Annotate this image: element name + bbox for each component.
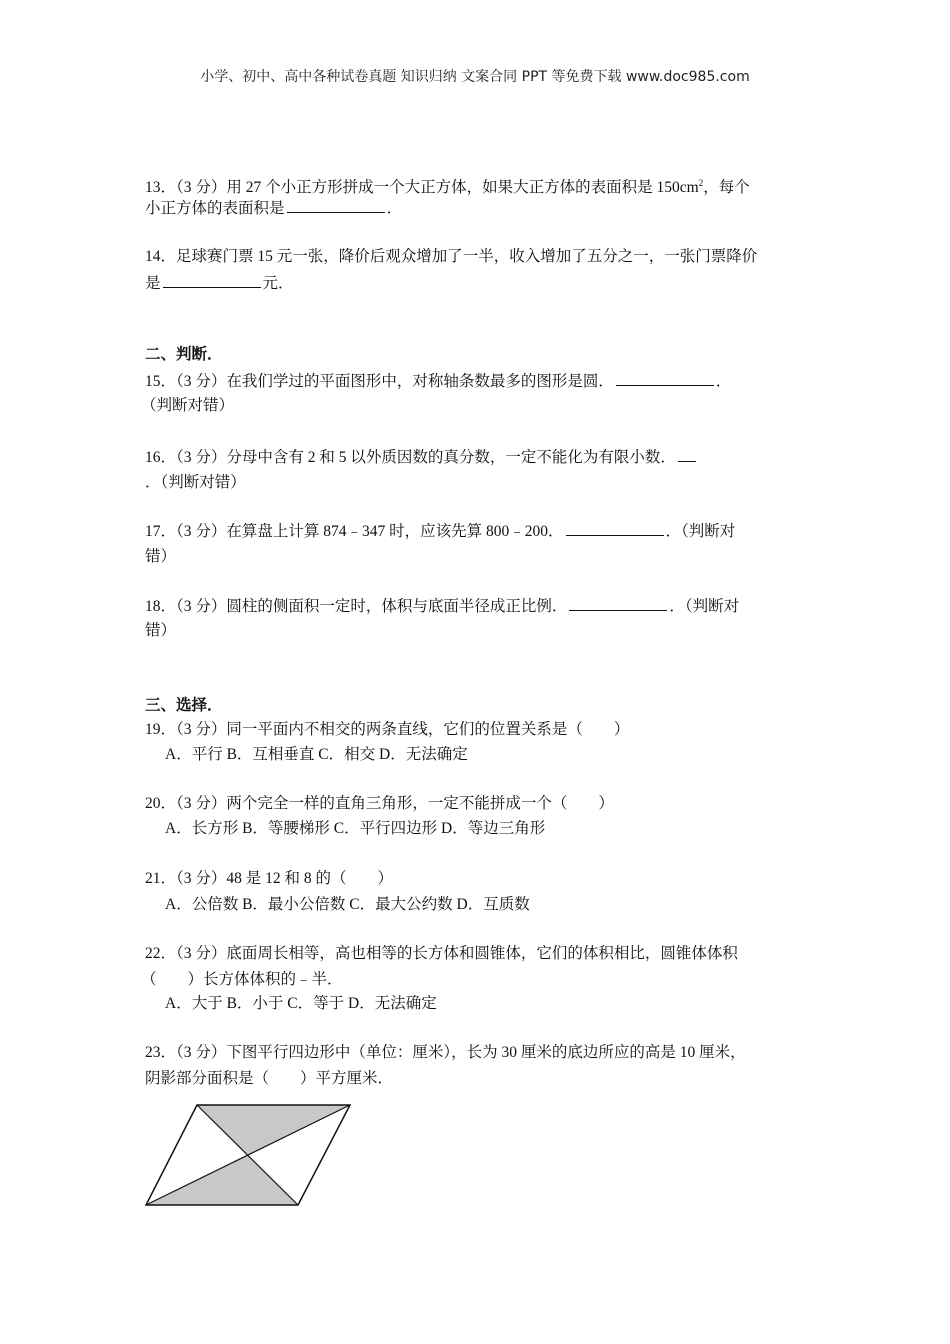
q18-text-end: ．（判断对 bbox=[669, 598, 740, 615]
q15-text: 15．（3 分）在我们学过的平面图形中，对称轴条数最多的图形是圆． bbox=[145, 373, 614, 390]
question-13-line2 bbox=[145, 198, 402, 219]
question-18-line2: 错） bbox=[145, 622, 177, 639]
question-13-line1 bbox=[145, 173, 750, 198]
q18-text: 18．（3 分）圆柱的侧面积一定时，体积与底面半径成正比例． bbox=[145, 598, 568, 615]
q15-period: ． bbox=[715, 373, 732, 390]
q14-text2: 是 bbox=[145, 275, 161, 292]
q14-unit: 元． bbox=[262, 275, 294, 292]
answer-blank[interactable] bbox=[616, 371, 714, 386]
q13-text: 13．（3 分）用 27 个小正方形拼成一个大正方体，如果大正方体的表面积是 150cm bbox=[145, 179, 699, 197]
q13-text-end: ，每个 bbox=[703, 179, 750, 197]
q17-text-end: ．（判断对 bbox=[665, 523, 736, 540]
question-22-options: A．大于 B．小于 C．等于 D．无法确定 bbox=[165, 995, 437, 1012]
question-17-line1 bbox=[145, 521, 735, 542]
q13-text2: 小正方体的表面积是 bbox=[145, 200, 285, 217]
answer-blank[interactable] bbox=[569, 596, 667, 611]
shaded-bottom-triangle bbox=[146, 1155, 298, 1205]
q13-period: ． bbox=[386, 200, 403, 217]
question-15-line1 bbox=[145, 371, 731, 392]
question-14-line2 bbox=[145, 273, 294, 294]
question-17-line2: 错） bbox=[145, 548, 177, 565]
question-15-line2: （判断对错） bbox=[141, 397, 235, 414]
question-19-options: A．平行 B．互相垂直 C．相交 D．无法确定 bbox=[165, 746, 468, 763]
parallelogram-figure bbox=[140, 1098, 360, 1213]
question-16-line1 bbox=[145, 447, 698, 468]
answer-blank[interactable] bbox=[566, 521, 664, 536]
question-18-line1 bbox=[145, 596, 739, 617]
question-14-line1: 14．足球赛门票 15 元一张，降价后观众增加了一半，收入增加了五分之一，一张门票降价 bbox=[145, 248, 758, 265]
page-header: 小学、初中、高中各种试卷真题 知识归纳 文案合同 PPT 等免费下载 www.doc985.com bbox=[200, 69, 750, 85]
answer-blank[interactable] bbox=[163, 273, 261, 288]
answer-blank[interactable] bbox=[678, 447, 696, 462]
question-19: 19．（3 分）同一平面内不相交的两条直线，它们的位置关系是（ ） bbox=[145, 721, 630, 738]
q17-text: 17．（3 分）在算盘上计算 874﹣347 时，应该先算 800﹣200． bbox=[145, 523, 564, 540]
question-23-line2: 阴影部分面积是（ ）平方厘米． bbox=[145, 1070, 394, 1087]
answer-blank[interactable] bbox=[287, 198, 385, 213]
q13-superscript: 2 bbox=[698, 178, 704, 188]
question-23-line1: 23．（3 分）下图平行四边形中（单位：厘米），长为 30 厘米的底边所应的高是 10 厘米， bbox=[145, 1044, 746, 1061]
section-judge-title: 二、判断． bbox=[145, 346, 223, 363]
question-20-options: A．长方形 B．等腰梯形 C．平行四边形 D．等边三角形 bbox=[165, 820, 546, 837]
question-16-line2: ．（判断对错） bbox=[145, 474, 246, 491]
question-20: 20．（3 分）两个完全一样的直角三角形，一定不能拼成一个（ ） bbox=[145, 795, 614, 812]
q16-text: 16．（3 分）分母中含有 2 和 5 以外质因数的真分数，一定不能化为有限小数． bbox=[145, 449, 676, 466]
shaded-top-triangle bbox=[197, 1105, 350, 1155]
section-choice-title: 三、选择． bbox=[145, 697, 223, 714]
question-22-line2: （ ）长方体体积的﹣半． bbox=[141, 971, 343, 988]
question-21-options: A．公倍数 B．最小公倍数 C．最大公约数 D．互质数 bbox=[165, 896, 530, 913]
question-21: 21．（3 分）48 是 12 和 8 的（ ） bbox=[145, 870, 394, 887]
question-22-line1: 22．（3 分）底面周长相等，高也相等的长方体和圆锥体，它们的体积相比，圆锥体体积 bbox=[145, 945, 738, 962]
